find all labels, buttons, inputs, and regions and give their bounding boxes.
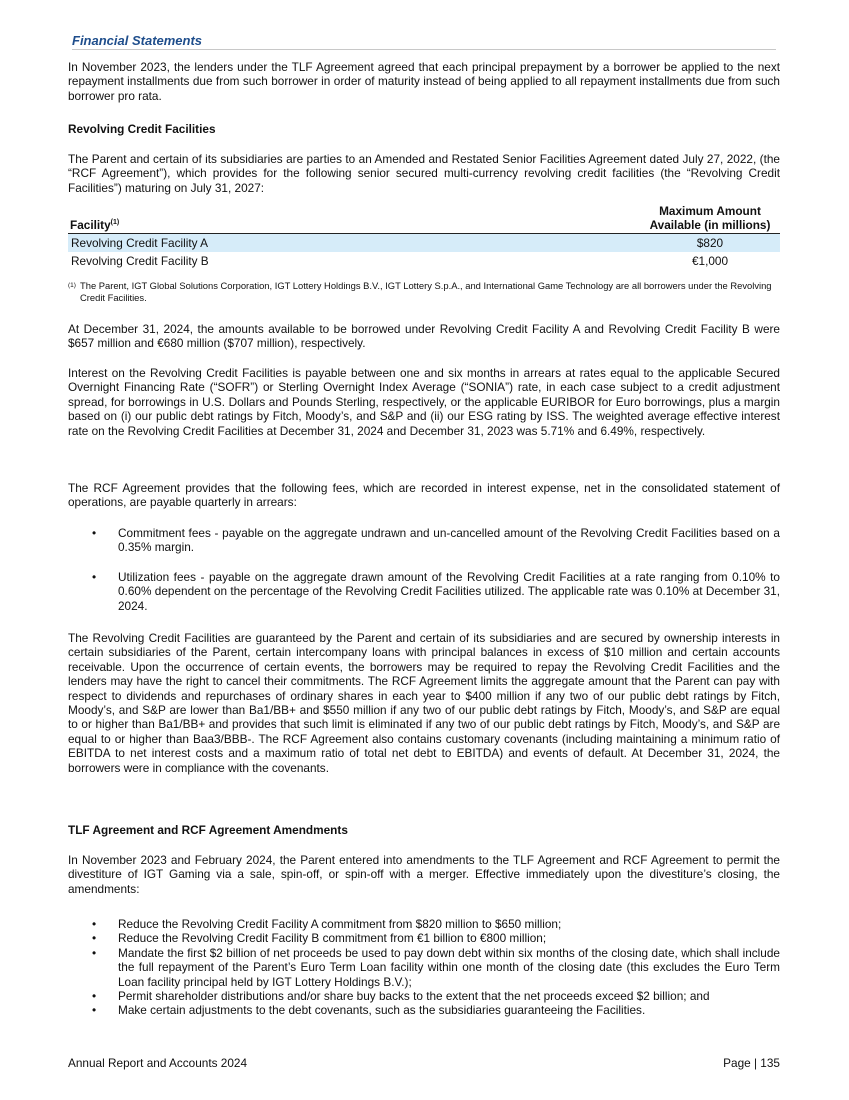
facilities-table	[68, 205, 780, 270]
rcf-intro-paragraph: The Parent and certain of its subsidiaries are parties to an Amended and Restated Senior Facilities Agreement dated July 27, 2022, (the “RCF Agreement”), which provides for the following senior secured multi-currency revolving credit facilities (the “Revolving Credit Facilities”) maturing on July 31, 2027:	[68, 152, 780, 195]
bullet-icon: •	[92, 989, 97, 1004]
table-row	[68, 252, 780, 270]
table-header	[68, 205, 780, 234]
guarantee-paragraph: The Revolving Credit Facilities are guaranteed by the Parent and certain of its subsidiaries and are secured by ownership interests in certain subsidiaries of the Parent, certain intercompany loans with principal balances in excess of $10 million and certain accounts receivable. Upon the occurrence of certain events, the borrowers may be required to repay the Revolving Credit Facilities and the lenders may have the right to cancel their commitments. The RCF Agreement limits the aggregate amount that the Parent can pay with respect to dividends and repurchases of ordinary shares in each year to $400 million if any two of our public debt ratings by Fitch, Moody’s, and S&P are lower than Ba1/BB+ and $550 million if any two of our public debt ratings by Fitch, Moody’s, and S&P are equal to or higher than Ba1/BB+ and provides that such limit is eliminated if any two of our public debt ratings by Fitch, Moody’s, and S&P are equal to or higher than Baa3/BBB-. The RCF Agreement also contains customary covenants (including maintaining a minimum ratio of EBITDA to net interest costs and a maximum ratio of total net debt to EBITDA) and events of default. At December 31, 2024, the borrowers were in compliance with the covenants.	[68, 631, 780, 775]
footnote-marker: (1)	[68, 282, 76, 289]
facility-amount: €1,000	[691, 254, 729, 268]
list-item: • Permit shareholder distributions and/or share buy backs to the extent that the net proceeds exceed $2 billion; and	[92, 989, 710, 1004]
bullet-icon: •	[92, 931, 97, 946]
amendments-heading: TLF Agreement and RCF Agreement Amendments	[68, 823, 348, 837]
page-footer	[68, 1056, 780, 1070]
list-item: • Reduce the Revolving Credit Facility A commitment from $820 million to $650 million;	[92, 917, 562, 931]
fees-list	[68, 570, 780, 613]
available-paragraph: At December 31, 2024, the amounts available to be borrowed under Revolving Credit Facility A and Revolving Credit Facility B were $657 million and €680 million ($707 million), respectively.	[68, 322, 780, 351]
list-item: • Utilization fees - payable on the aggregate drawn amount of the Revolving Credit Facilities at a rate ranging from 0.10% to 0.60% dependent on the percentage of the Revolving Credit Facilities utilized. The applicable rate was 0.10% at December 31, 2024.	[92, 570, 780, 613]
table-footnote	[68, 280, 780, 303]
column-header-amount: Maximum Amount Available (in millions)	[649, 204, 771, 232]
facility-name: Revolving Credit Facility A	[71, 236, 209, 250]
page-header	[72, 32, 776, 50]
bullet-icon: •	[92, 526, 97, 540]
table-row	[68, 234, 780, 252]
list-item: • Mandate the first $2 billion of net proceeds be used to pay down debt within six months of the closing date, which shall include the full repayment of the Parent’s Euro Term Loan facility within one month of the closing date (this excludes the Euro Term Loan facility principal held by IGT Lottery Holdings B.V.);	[92, 945, 780, 989]
list-item: • Commitment fees - payable on the aggregate undrawn and un-cancelled amount of the Revolving Credit Facilities based on a 0.35% margin.	[92, 526, 780, 555]
amendments-intro-paragraph: In November 2023 and February 2024, the Parent entered into amendments to the TLF Agreement and RCF Agreement to permit the divestiture of IGT Gaming via a sale, spin-off, or spin-off with a merger. Effective immediately upon the divestiture’s closing, the amendments:	[68, 853, 780, 896]
footnote-text: The Parent, IGT Global Solutions Corporation, IGT Lottery Holdings B.V., IGT Lottery S.p.A., and International Game Technology are all borrowers under the Revolving Credit Facilities.	[80, 280, 772, 303]
facility-amount: $820	[696, 236, 724, 250]
column-header-facility: Facility$^{(1)}$	[70, 218, 120, 232]
rcf-heading: Revolving Credit Facilities	[68, 122, 216, 136]
fees-list	[68, 526, 780, 555]
footer-report-title: Annual Report and Accounts 2024	[68, 1056, 248, 1070]
intro-paragraph: In November 2023, the lenders under the TLF Agreement agreed that each principal prepayment by a borrower be applied to the next repayment installments due from such borrower in order of maturity instead of being applied to all repayment installments due from such borrower pro rata.	[68, 60, 780, 103]
interest-paragraph: Interest on the Revolving Credit Facilities is payable between one and six months in arrears at rates equal to the applicable Secured Overnight Financing Rate (“SOFR”) or Sterling Overnight Index Average (“SONIA”) rate, in each case subject to a credit adjustment spread, for borrowings in U.S. Dollars and Pounds Sterling, respectively, or the applicable EURIBOR for Euro borrowings, plus a margin based on (i) our public debt ratings by Fitch, Moody’s, and S&P and (ii) our ESG rating by ISS. The weighted average effective interest rate on the Revolving Credit Facilities at December 31, 2024 and December 31, 2023 was 5.71% and 6.49%, respectively.	[68, 366, 780, 438]
facility-name: Revolving Credit Facility B	[71, 254, 209, 268]
bullet-icon: •	[92, 917, 97, 931]
amendments-list	[68, 917, 780, 1018]
page-number: Page | 135	[723, 1056, 780, 1070]
section-title: Financial Statements	[72, 33, 203, 48]
fees-intro-paragraph: The RCF Agreement provides that the following fees, which are recorded in interest expense, net in the consolidated statement of operations, are payable quarterly in arrears:	[68, 481, 780, 510]
bullet-icon: •	[92, 1003, 97, 1018]
bullet-icon: •	[92, 945, 97, 960]
list-item: • Reduce the Revolving Credit Facility B commitment from €1 billion to €800 million;	[92, 931, 547, 946]
bullet-icon: •	[92, 570, 97, 584]
list-item: • Make certain adjustments to the debt covenants, such as the subsidiaries guaranteeing the Facilities.	[92, 1003, 646, 1018]
